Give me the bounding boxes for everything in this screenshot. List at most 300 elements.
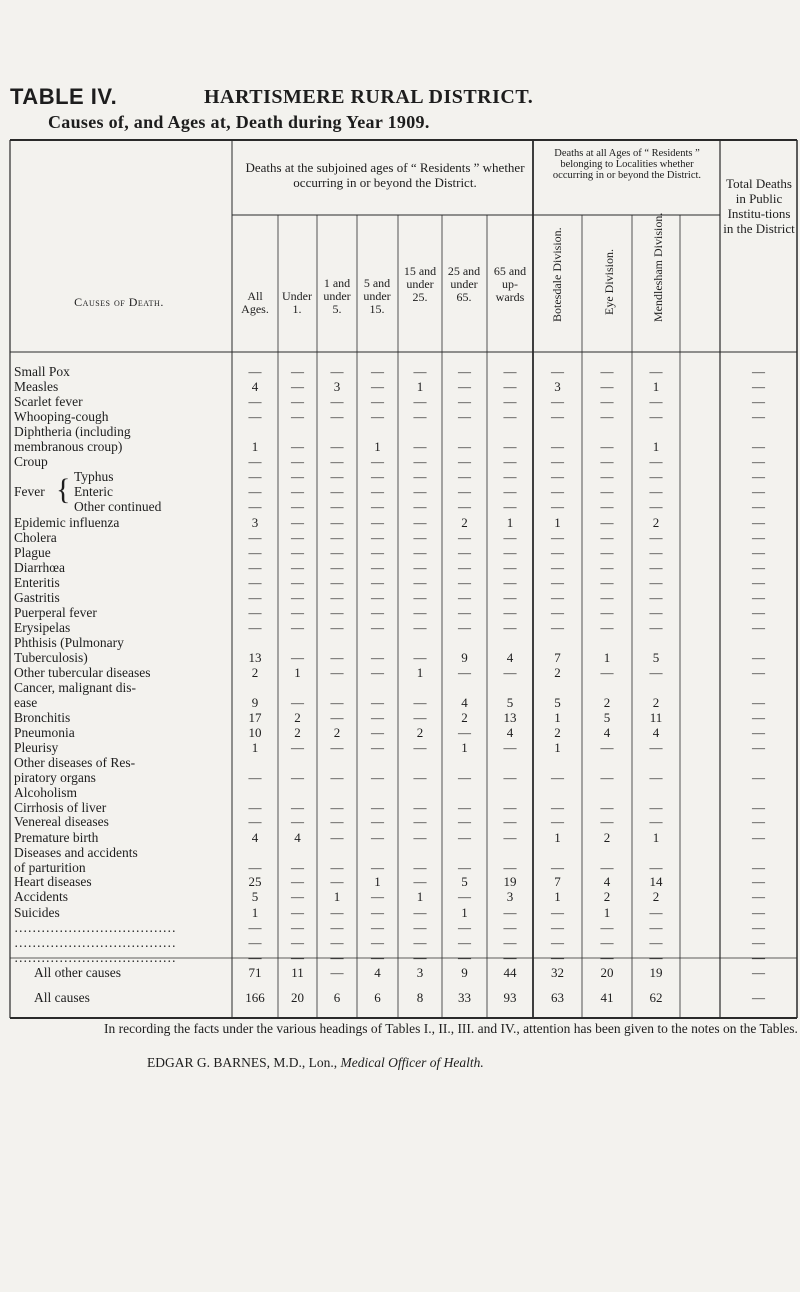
table-cell: 4 — [652, 724, 660, 740]
table-cell: — — [291, 949, 304, 965]
table-cell: 14 — [649, 874, 663, 890]
table-cell: — — [458, 889, 471, 905]
table-cell: 166 — [245, 990, 265, 1006]
table-cell: 9 — [461, 964, 468, 980]
table-cell: — — [600, 394, 614, 410]
table-cell: — — [413, 454, 427, 470]
table-cell: 1 — [251, 740, 259, 755]
table-cell: — — [600, 605, 614, 621]
row-label: Accidents — [14, 889, 68, 905]
table-cell: 7 — [554, 874, 561, 890]
table-cell: — — [503, 814, 517, 830]
table-cell: — — [458, 949, 471, 965]
table-cell: — — [330, 590, 344, 606]
table-cell: — — [330, 439, 344, 455]
table-cell: — — [371, 829, 384, 845]
table-cell: — — [371, 934, 384, 950]
table-cell: — — [330, 454, 344, 470]
table-cell: 1 — [251, 904, 259, 920]
table-cell: — — [503, 499, 517, 515]
table-cell: — — [371, 740, 384, 755]
row-label: Bronchitis — [14, 709, 71, 725]
table-cell: 5 — [251, 889, 259, 905]
table-cell: 5 — [603, 709, 611, 725]
table-cell: — — [291, 695, 304, 711]
table-cell: 5 — [652, 650, 660, 666]
table-cell: — — [291, 740, 304, 755]
table-cell: — — [600, 379, 614, 395]
table-cell: — — [413, 949, 427, 965]
table-cell: 2 — [333, 724, 341, 740]
table-cell: — — [413, 590, 427, 606]
table-cell: 10 — [248, 724, 262, 740]
table-cell: — — [551, 799, 564, 815]
row-label: Diseases and accidents — [14, 844, 138, 860]
row-label: Pneumonia — [14, 724, 75, 740]
table-cell: — — [458, 499, 471, 515]
row-label: Epidemic influenza — [14, 514, 120, 530]
row-label: membranous croup) — [14, 439, 123, 455]
table-cell: — — [330, 934, 344, 950]
table-cell: 4 — [251, 379, 259, 395]
header-25-65: 25 and under 65. — [447, 264, 481, 304]
table-cell: 17 — [248, 709, 262, 725]
row-label: Typhus — [74, 469, 114, 485]
row-label: Cancer, malignant dis- — [14, 680, 137, 696]
table-cell: — — [248, 454, 262, 470]
table-cell: — — [551, 919, 564, 935]
table-cell: — — [330, 904, 344, 920]
table-cell: 44 — [503, 964, 517, 980]
table-cell: 13 — [503, 709, 517, 725]
table-cell: — — [503, 484, 517, 500]
table-cell: 4 — [374, 964, 381, 980]
table-cell: — — [371, 394, 384, 410]
row-label: Whooping-cough — [14, 409, 109, 425]
table-cell: — — [330, 484, 344, 500]
table-cell: — — [291, 409, 304, 425]
table-cell: — — [291, 590, 304, 606]
table-cell: — — [551, 904, 564, 920]
table-cell: — — [413, 544, 427, 560]
header-under-1: Under 1. — [282, 289, 312, 316]
table-cell: — — [291, 770, 304, 786]
table-cell: — — [291, 859, 304, 875]
table-cell: — — [649, 590, 663, 606]
table-cell: — — [458, 574, 471, 590]
row-label: Cirrhosis of liver — [14, 799, 107, 815]
table-cell: — — [752, 439, 765, 455]
table-cell: 1 — [603, 904, 611, 920]
table-cell: — — [649, 605, 663, 621]
table-cell: — — [413, 364, 427, 379]
table-cell: — — [752, 874, 765, 890]
table-cell: 4 — [506, 650, 514, 666]
table-cell: — — [330, 709, 344, 725]
table-cell: 3 — [554, 379, 561, 395]
table-cell: — — [458, 859, 471, 875]
row-label: Other diseases of Res- — [14, 755, 136, 771]
table-cell: — — [551, 544, 564, 560]
table-cell: — — [291, 814, 304, 830]
table-cell: — — [248, 499, 262, 515]
table-cell: — — [371, 859, 384, 875]
table-cell: — — [649, 740, 663, 755]
table-cell: — — [503, 469, 517, 485]
row-label: Premature birth — [14, 829, 99, 845]
table-cell: — — [503, 949, 517, 965]
table-cell: — — [649, 770, 663, 786]
table-cell: 3 — [333, 379, 341, 395]
table-cell: — — [649, 484, 663, 500]
table-cell: — — [752, 394, 765, 410]
table-cell: 1 — [461, 740, 468, 755]
signature-name: EDGAR G. BARNES, M.D., Lon., — [147, 1055, 338, 1070]
table-cell: 5 — [554, 695, 561, 711]
table-cell: 2 — [554, 665, 561, 681]
table-cell: — — [458, 829, 471, 845]
table-cell: — — [752, 499, 765, 515]
row-label: Venereal diseases — [14, 814, 109, 830]
table-cell: — — [330, 799, 344, 815]
table-cell: — — [752, 454, 765, 470]
table-cell: — — [371, 949, 384, 965]
table-cell: — — [291, 544, 304, 560]
row-label: Erysipelas — [14, 620, 71, 636]
table-cell: — — [248, 814, 262, 830]
signature — [147, 1055, 484, 1071]
table-cell: — — [248, 859, 262, 875]
table-cell: — — [503, 454, 517, 470]
table-cell: — — [600, 469, 614, 485]
table-cell: — — [371, 724, 384, 740]
table-cell: — — [458, 469, 471, 485]
header-65-up: 65 and up-wards — [493, 264, 527, 304]
table-cell: 62 — [649, 990, 663, 1006]
table-cell: — — [503, 364, 517, 379]
table-cell: 4 — [603, 724, 611, 740]
table-cell: — — [371, 379, 384, 395]
table-cell: — — [503, 439, 517, 455]
table-cell: — — [503, 559, 517, 575]
table-cell: — — [649, 934, 663, 950]
row-label: ……………………………… — [14, 934, 176, 950]
table-cell: — — [458, 529, 471, 545]
table-cell: — — [600, 859, 614, 875]
table-cell: — — [551, 605, 564, 621]
row-label: Measles — [14, 379, 59, 395]
table-cell: 1 — [333, 889, 341, 905]
table-cell: — — [551, 574, 564, 590]
table-cell: — — [291, 439, 304, 455]
table-cell: — — [649, 919, 663, 935]
table-cell: — — [371, 484, 384, 500]
row-label: piratory organs — [14, 770, 96, 786]
table-cell: — — [600, 799, 614, 815]
table-cell: — — [330, 919, 344, 935]
table-cell: — — [248, 605, 262, 621]
table-cell: 9 — [461, 650, 468, 666]
table-cell: 2 — [603, 889, 611, 905]
row-label: Croup — [14, 454, 48, 470]
table-cell: — — [752, 605, 765, 621]
table-cell: — — [371, 529, 384, 545]
table-cell: — — [413, 439, 427, 455]
table-cell: — — [458, 665, 471, 681]
table-cell: — — [600, 454, 614, 470]
table-cell: — — [600, 364, 614, 379]
table-cell: 2 — [652, 889, 660, 905]
row-label: Diarrhœa — [14, 559, 65, 575]
table-cell: 1 — [652, 379, 660, 395]
table-cell: 4 — [603, 874, 611, 890]
table-cell: — — [752, 990, 765, 1006]
table-cell: — — [649, 859, 663, 875]
header-15-25: 15 and under 25. — [403, 264, 437, 304]
table-cell: — — [248, 934, 262, 950]
table-cell: — — [649, 904, 663, 920]
table-cell: — — [458, 409, 471, 425]
table-cell: — — [413, 469, 427, 485]
row-label: Heart diseases — [14, 874, 92, 890]
table-cell: 19 — [503, 874, 517, 890]
table-cell: — — [752, 514, 765, 530]
table-cell: — — [600, 934, 614, 950]
table-cell: — — [458, 590, 471, 606]
table-cell: — — [503, 544, 517, 560]
table-cell: — — [752, 919, 765, 935]
table-cell: — — [458, 605, 471, 621]
table-cell: — — [291, 605, 304, 621]
row-label: Small Pox — [14, 364, 70, 379]
signature-role: Medical Officer of Health. — [340, 1055, 484, 1070]
table-cell: 71 — [248, 964, 262, 980]
table-cell: — — [248, 364, 262, 379]
table-cell: — — [413, 409, 427, 425]
table-cell: — — [330, 740, 344, 755]
row-label: ……………………………… — [14, 949, 176, 965]
table-cell: — — [248, 770, 262, 786]
table-cell: 5 — [506, 695, 514, 711]
table-cell: — — [752, 934, 765, 950]
table-cell: — — [413, 605, 427, 621]
table-cell: — — [551, 934, 564, 950]
table-cell: — — [752, 859, 765, 875]
table-cell: — — [503, 665, 517, 681]
table-cell: — — [413, 650, 427, 666]
table-cell: — — [600, 514, 614, 530]
table-cell: — — [649, 364, 663, 379]
table-cell: — — [330, 409, 344, 425]
table-cell: — — [503, 409, 517, 425]
table-cell: — — [291, 574, 304, 590]
table-cell: — — [503, 394, 517, 410]
table-subtitle: Causes of, and Ages at, Death during Year 1909. — [48, 112, 430, 132]
table-cell: — — [551, 559, 564, 575]
table-cell: — — [649, 544, 663, 560]
table-cell: — — [752, 529, 765, 545]
table-cell: — — [503, 829, 517, 845]
table-cell: — — [551, 949, 564, 965]
table-cell: 93 — [503, 990, 517, 1006]
table-cell: — — [371, 799, 384, 815]
table-cell: — — [371, 695, 384, 711]
fever-brace: { — [56, 473, 71, 507]
table-cell: — — [371, 409, 384, 425]
table-cell: — — [600, 499, 614, 515]
table-cell: 1 — [554, 829, 561, 845]
table-cell: — — [330, 364, 344, 379]
table-cell: — — [649, 499, 663, 515]
table-cell: 41 — [600, 990, 614, 1006]
table-cell: — — [248, 394, 262, 410]
table-cell: 2 — [294, 724, 301, 740]
table-cell: — — [600, 665, 614, 681]
table-cell: 1 — [416, 889, 424, 905]
header-5-15: 5 and under 15. — [363, 276, 391, 316]
table-cell: — — [458, 559, 471, 575]
table-cell: — — [752, 889, 765, 905]
table-cell: — — [371, 814, 384, 830]
table-cell: — — [600, 949, 614, 965]
table-cell: — — [551, 454, 564, 470]
table-cell: — — [330, 499, 344, 515]
table-cell: — — [413, 859, 427, 875]
table-cell: — — [371, 544, 384, 560]
table-cell: — — [291, 620, 304, 636]
table-cell: — — [413, 829, 427, 845]
header-botesdale: Botesdale Division. — [550, 227, 564, 322]
table-cell: 2 — [461, 709, 468, 725]
table-cell: — — [458, 934, 471, 950]
table-cell: — — [458, 364, 471, 379]
table-cell: — — [413, 799, 427, 815]
table-cell: — — [248, 620, 262, 636]
table-cell: — — [330, 964, 344, 980]
table-cell: — — [291, 379, 304, 395]
table-cell: — — [752, 724, 765, 740]
table-cell: — — [551, 484, 564, 500]
table-cell: — — [752, 904, 765, 920]
table-cell: — — [551, 469, 564, 485]
table-cell: — — [503, 859, 517, 875]
row-label: Puerperal fever — [14, 605, 97, 621]
table-cell: 3 — [251, 514, 259, 530]
table-cell: — — [458, 724, 471, 740]
header-ages-group: Deaths at the subjoined ages of “ Residents ” whether occurring in or beyond the District. — [245, 160, 525, 190]
table-cell: — — [371, 620, 384, 636]
table-cell: 11 — [649, 709, 663, 725]
row-label: Other continued — [74, 499, 162, 515]
table-cell: — — [551, 770, 564, 786]
table-cell: — — [600, 409, 614, 425]
row-label: ease — [14, 695, 38, 711]
table-cell: — — [291, 559, 304, 575]
table-cell: — — [413, 919, 427, 935]
table-cell: 19 — [649, 964, 663, 980]
table-cell: — — [649, 949, 663, 965]
row-label: Cholera — [14, 529, 57, 545]
table-cell: — — [551, 859, 564, 875]
table-cell: — — [371, 770, 384, 786]
table-cell: 7 — [554, 650, 561, 666]
fever-group-label: Fever — [14, 484, 45, 500]
table-cell: 33 — [458, 990, 471, 1006]
table-cell: — — [330, 829, 344, 845]
row-label: Gastritis — [14, 590, 60, 606]
table-cell: — — [551, 590, 564, 606]
table-cell: 1 — [652, 439, 660, 455]
table-cell: — — [371, 574, 384, 590]
table-cell: — — [752, 590, 765, 606]
table-cell: — — [248, 799, 262, 815]
table-cell: — — [600, 559, 614, 575]
table-cell: — — [503, 574, 517, 590]
row-label: All causes — [34, 990, 90, 1006]
row-label: Plague — [14, 544, 51, 560]
table-cell: — — [371, 454, 384, 470]
table-cell: — — [291, 934, 304, 950]
table-cell: — — [458, 919, 471, 935]
table-cell: — — [330, 559, 344, 575]
table-cell: — — [752, 409, 765, 425]
table-cell: — — [752, 379, 765, 395]
table-cell: — — [752, 709, 765, 725]
table-cell: — — [551, 499, 564, 515]
table-cell: — — [649, 620, 663, 636]
table-cell: — — [330, 544, 344, 560]
table-cell: — — [649, 394, 663, 410]
header-total-institutions: Total Deaths in Public Institu-tions in the District — [723, 176, 795, 236]
row-label: ……………………………… — [14, 919, 176, 935]
table-cell: — — [551, 620, 564, 636]
row-label: Scarlet fever — [14, 394, 83, 410]
table-cell: — — [752, 559, 765, 575]
table-cell: 1 — [603, 650, 611, 666]
table-cell: — — [752, 544, 765, 560]
table-cell: — — [413, 559, 427, 575]
table-cell: — — [330, 695, 344, 711]
table-cell: — — [413, 770, 427, 786]
table-cell: — — [600, 544, 614, 560]
table-cell: — — [371, 919, 384, 935]
table-cell: — — [503, 379, 517, 395]
table-cell: — — [248, 469, 262, 485]
table-cell: — — [503, 934, 517, 950]
table-cell: — — [371, 709, 384, 725]
table-cell: — — [752, 770, 765, 786]
row-label: Tuberculosis) — [14, 650, 88, 666]
table-cell: — — [752, 469, 765, 485]
table-cell: — — [413, 904, 427, 920]
table-cell: — — [330, 874, 344, 890]
table-cell: 20 — [291, 990, 304, 1006]
table-cell: — — [248, 484, 262, 500]
table-cell: 11 — [291, 964, 304, 980]
table-cell: — — [551, 439, 564, 455]
table-cell: — — [291, 394, 304, 410]
table-cell: — — [503, 919, 517, 935]
table-cell: — — [413, 514, 427, 530]
row-label: Diphtheria (including — [14, 424, 131, 440]
table-cell: — — [752, 740, 765, 755]
table-cell: — — [291, 889, 304, 905]
table-cell: 3 — [416, 964, 424, 980]
table-cell: — — [371, 514, 384, 530]
table-cell: 1 — [554, 709, 561, 725]
table-cell: 1 — [652, 829, 660, 845]
table-cell: — — [291, 650, 304, 666]
